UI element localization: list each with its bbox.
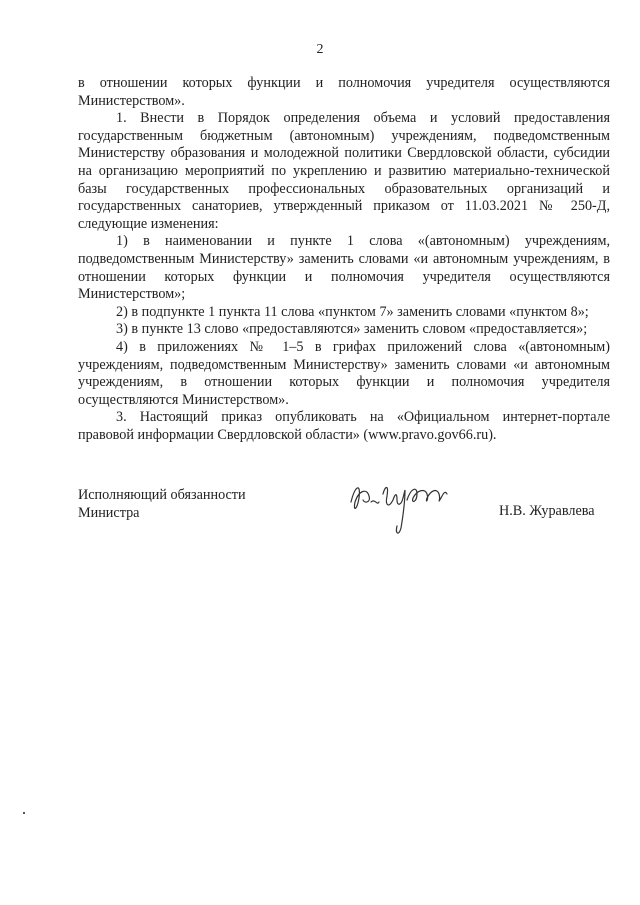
paragraph-item-3: 3. Настоящий приказ опубликовать на «Официальном интернет-портале правовой информации Свердловской области» (www.pravo.gov66.ru).: [78, 409, 610, 443]
signatory-name: Н.В. Журавлева: [499, 503, 595, 519]
scan-speck: [23, 812, 25, 814]
page-number: 2: [316, 42, 324, 57]
signatory-title-line1: Исполняющий обязанности: [78, 487, 246, 503]
signatory-title: [78, 486, 246, 522]
paragraph-subitem-2: 2) в подпункте 1 пункта 11 слова «пунктом 7» заменить словами «пунктом 8»;: [116, 303, 589, 320]
paragraph-item-1: 1. Внести в Порядок определения объема и условий предоставления государственным бюджетным (автономным) учреждениям, подведомственным Министерству образования и молодежной политики Свердловской области, субсидии на организацию мероприятий по укреплению и развитию материально-технической базы государственных профессиональных образовательных организаций и государственных санаториев, утвержденный приказом от 11.03.2021 № 250-Д, следующие изменения:: [78, 110, 610, 232]
handwritten-signature: [345, 472, 455, 542]
document-body: [78, 75, 610, 444]
paragraph-continuation: в отношении которых функции и полномочия учредителя осуществляются Министерством».: [78, 75, 610, 109]
signatory-title-line2: Министра: [78, 505, 140, 521]
paragraph-subitem-3: 3) в пункте 13 слово «предоставляются» заменить словом «предоставляется»;: [116, 321, 588, 338]
paragraph-subitem-1: 1) в наименовании и пункте 1 слова «(автономным) учреждениям, подведомственным Министерству» заменить словами «и автономным учреждениям, в отношении которых функции и полномочия учредителя осуществляются Министерством»;: [78, 233, 610, 303]
paragraph-subitem-4: 4) в приложениях № 1–5 в грифах приложений слова «(автономным) учреждениям, подведомственным Министерству» заменить словами «и автономным учреждениям, в отношении которых функции и полномочия учредителя осуществляются Министерством».: [78, 338, 610, 408]
